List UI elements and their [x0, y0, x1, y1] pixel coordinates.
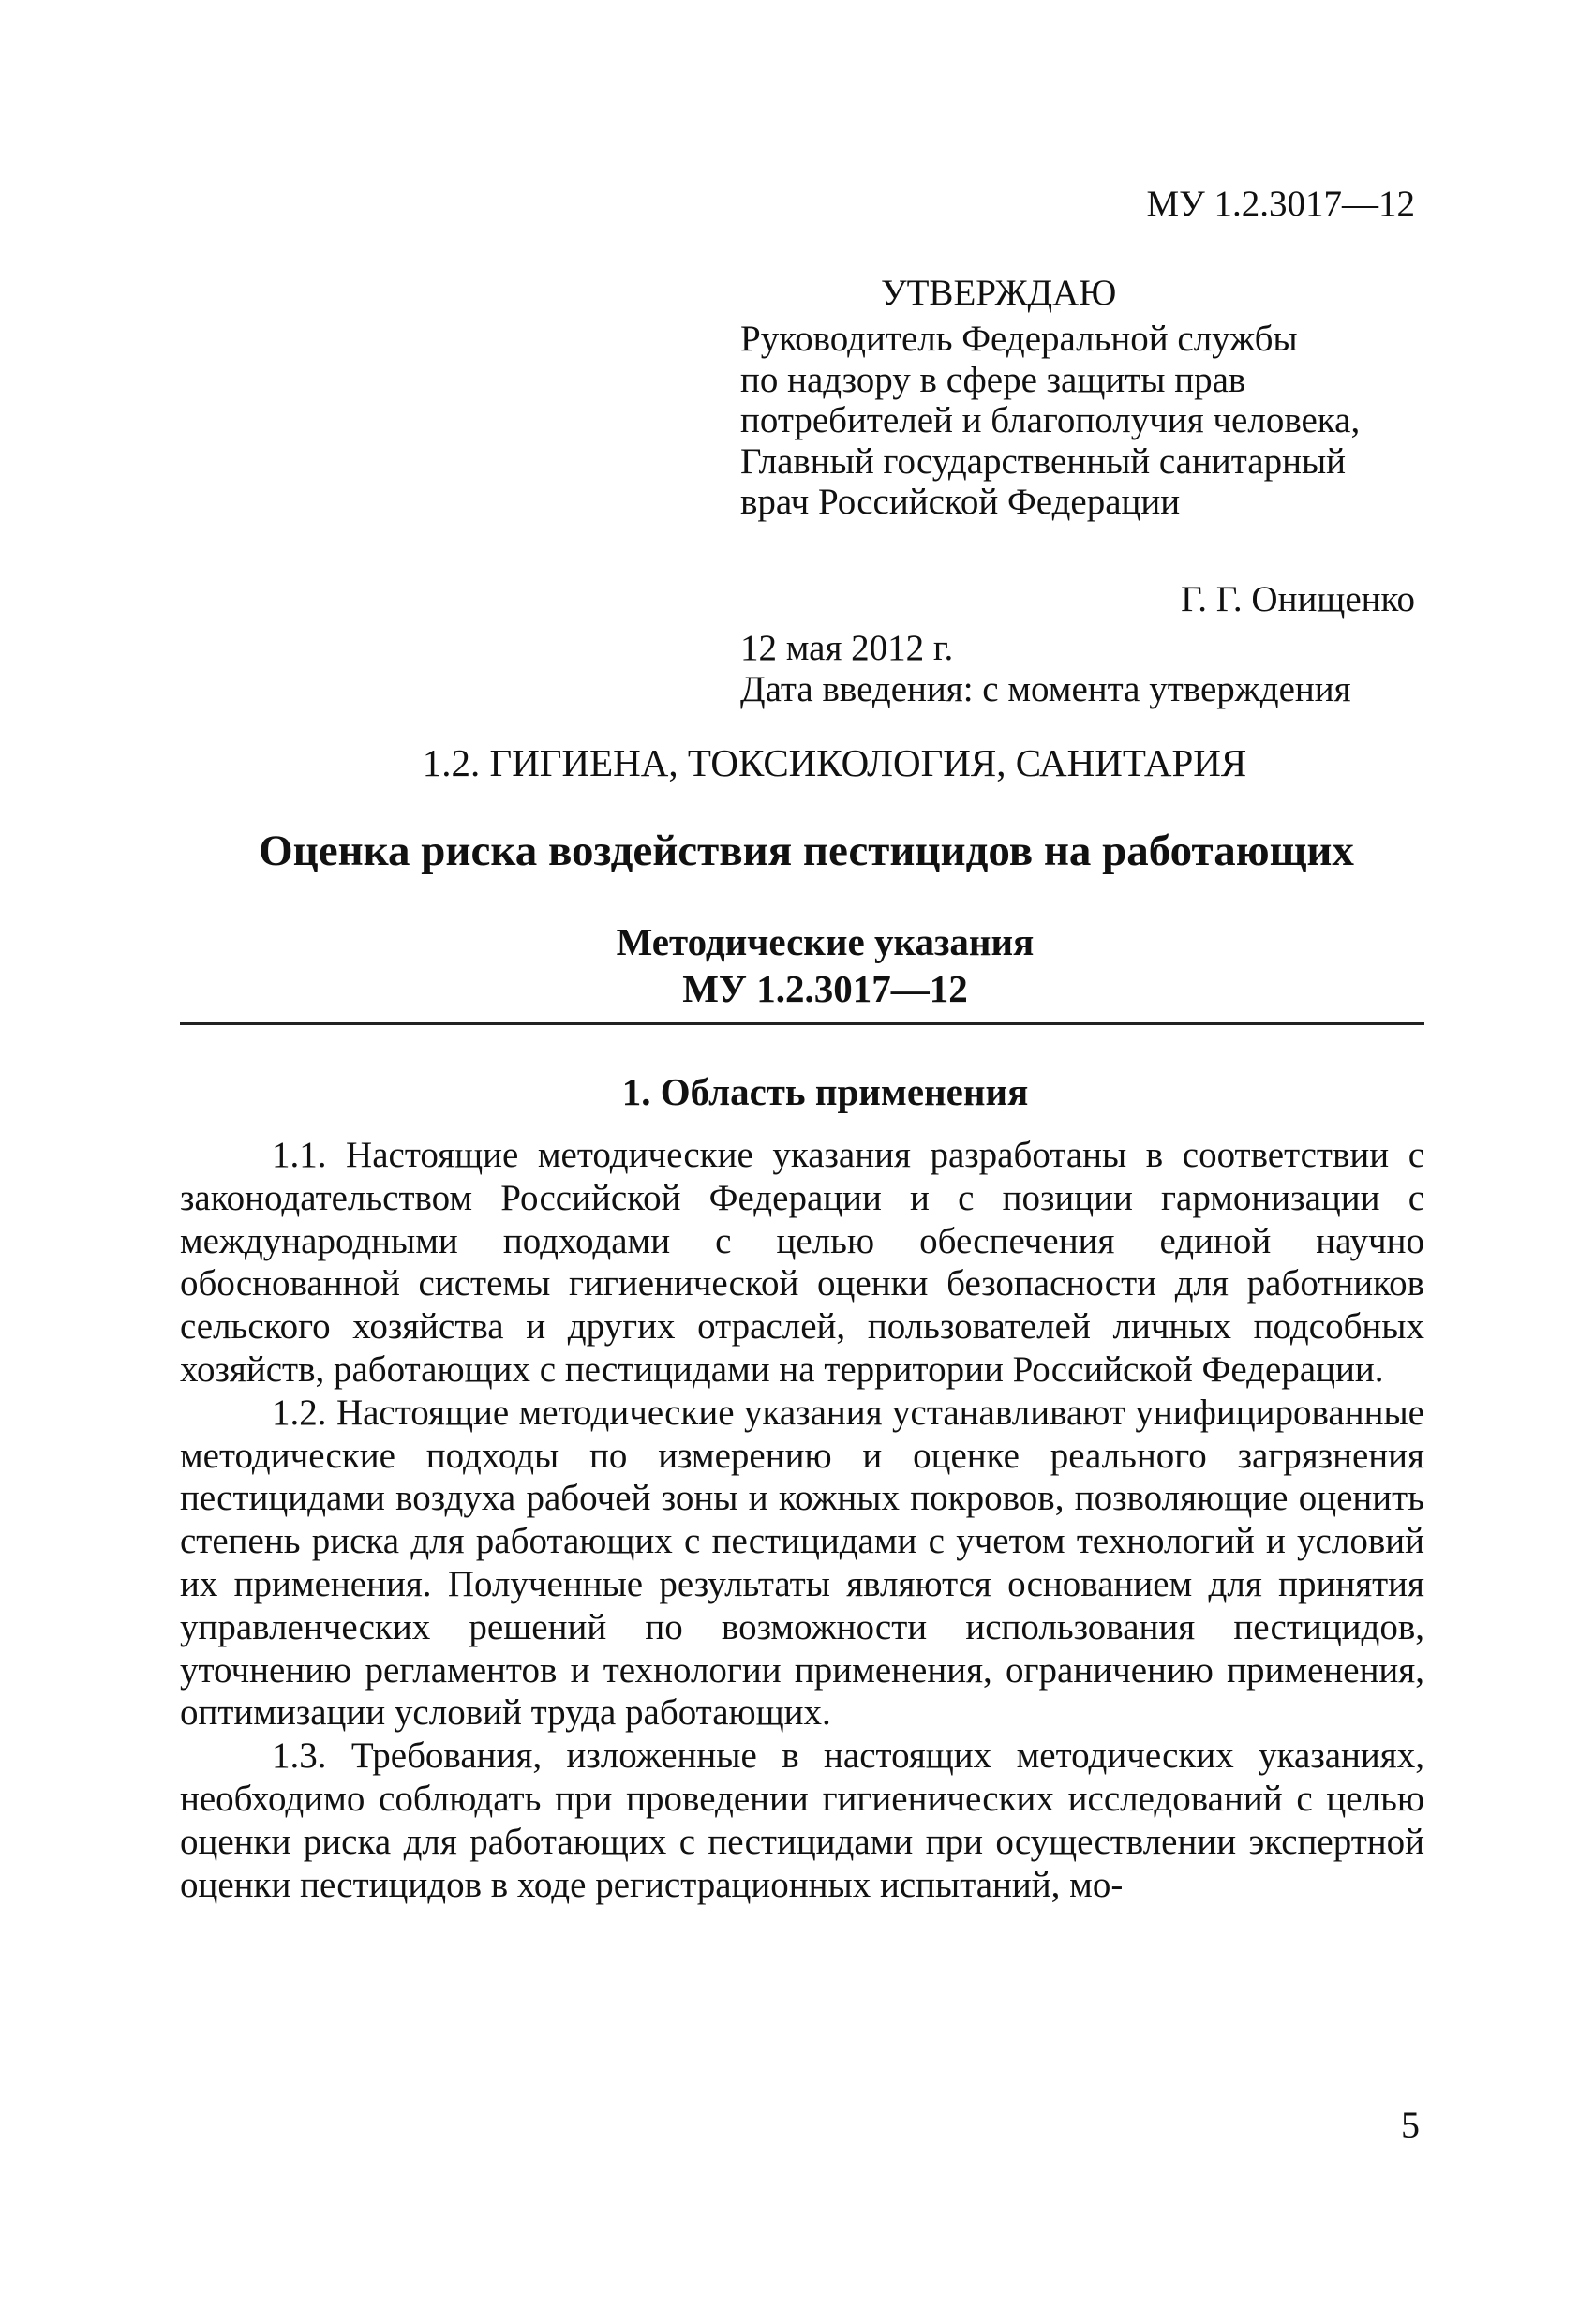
subtitle-type: Методические указания	[616, 920, 1035, 963]
document-subtitle	[0, 918, 1594, 1012]
document-category: 1.2. ГИГИЕНА, ТОКСИКОЛОГИЯ, САНИТАРИЯ	[422, 741, 1247, 784]
approval-line: врач Российской Федерации	[740, 482, 1181, 522]
page-number: 5	[1401, 2104, 1420, 2146]
signatory-name: Г. Г. Онищенко	[1181, 579, 1415, 619]
paragraph: 1.3. Требования, изложенные в настоящих методических указаниях, необходимо соблюдать при проведении гигиенических исследований с целью оценки риска для работающих с пестицидами при осуществлении экспертной оценки пестицидов в ходе регистрационных испытаний, мо-	[180, 1736, 1424, 1905]
approval-line: потребителей и благополучия человека,	[740, 400, 1361, 440]
subtitle-code: МУ 1.2.3017—12	[682, 967, 968, 1010]
approval-block	[740, 272, 1415, 709]
header-divider	[180, 1022, 1424, 1025]
section-title: 1. Область применения	[621, 1070, 1029, 1113]
document-code: МУ 1.2.3017—12	[1146, 184, 1415, 224]
paragraph: 1.2. Настоящие методические указания устанавливают унифицированные методические подходы по измерению и оценке реального загрязнения пестицидами воздуха рабочей зоны и кожных покровов, позволяющие оценить степень риска для работающих с пестицидами с учетом технологий и условий их применения. Полученные результаты являются основанием для принятия управленческих решений по возможности использования пестицидов, уточнению регламентов и технологии применения, ограничению применения, оптимизации условий труда работающих.	[180, 1392, 1424, 1734]
approval-date: 12 мая 2012 г.	[740, 628, 954, 668]
approval-title: УТВЕРЖДАЮ	[881, 273, 1117, 313]
approval-line: Главный государственный санитарный	[740, 440, 1347, 482]
paragraph: 1.1. Настоящие методические указания разработаны в соответствии с законодательством Российской Федерации и с позиции гармонизации с международными подходами с целью обеспечения единой научно обоснованной системы гигиенической оценки безопасности для работников сельского хозяйства и других отраслей, пользователей личных подсобных хозяйств, работающих с пестицидами на территории Российской Федерации.	[180, 1135, 1424, 1390]
introduction-date: Дата введения: с момента утверждения	[740, 669, 1351, 709]
document-title: Оценка риска воздействия пестицидов на работающих	[259, 827, 1354, 875]
section-body	[180, 1134, 1424, 1906]
approval-line: по надзору в сфере защиты прав	[740, 359, 1246, 400]
approval-line: Руководитель Федеральной службы	[740, 319, 1298, 359]
